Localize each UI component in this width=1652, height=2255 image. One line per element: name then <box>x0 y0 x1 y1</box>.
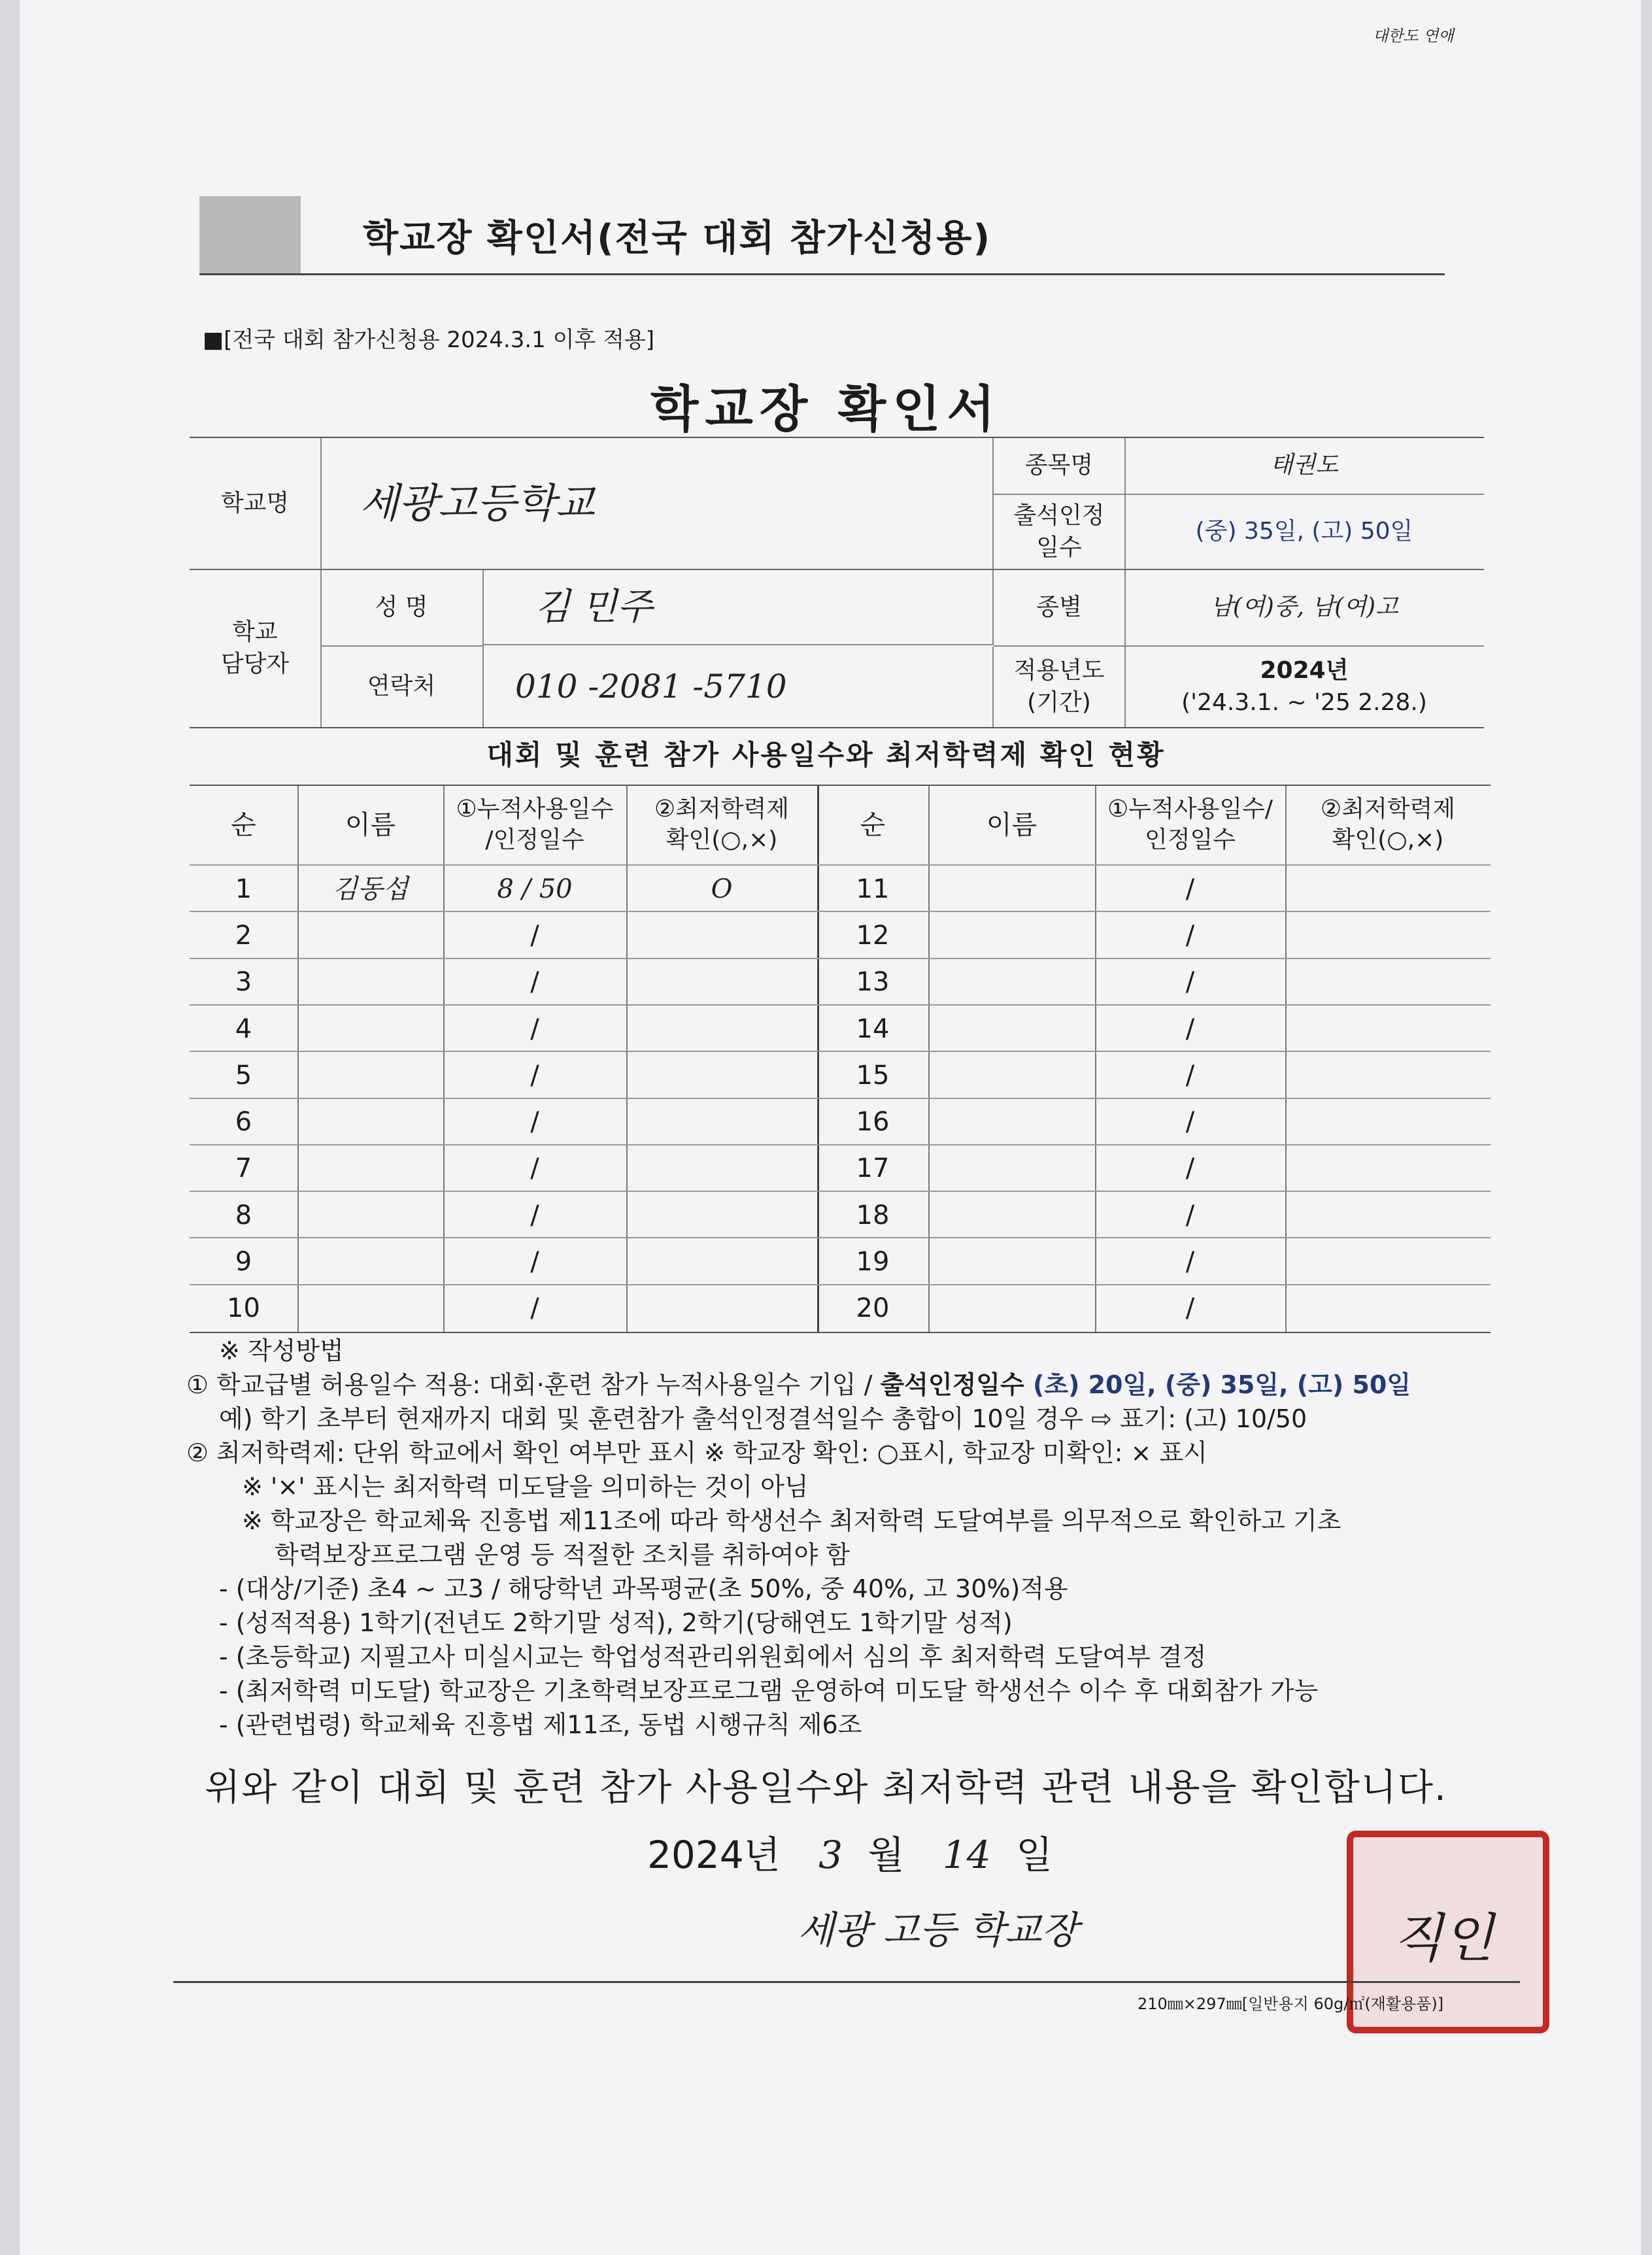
row-name <box>297 912 443 958</box>
instruction-note-2a: ※ 학교장은 학교체육 진흥법 제11조에 따라 학생선수 최저학력 도달여부를 의무적으로 확인하고 기초 <box>242 1506 1341 1535</box>
row-number: 17 <box>856 1153 890 1184</box>
row-name <box>297 1052 443 1098</box>
header-no: 순 <box>231 810 256 840</box>
instructions <box>186 1334 1526 1742</box>
contact-label: 연락처 <box>320 647 484 727</box>
row-name <box>928 1192 1095 1238</box>
row-days: / <box>1185 1200 1195 1230</box>
row-number: 18 <box>856 1200 890 1230</box>
row-days: / <box>1185 1153 1195 1184</box>
year-value: 2024년 <box>1260 656 1349 684</box>
attendance-label: 출석인정 일수 <box>994 495 1126 569</box>
section-title: 대회 및 훈련 참가 사용일수와 최저학력제 확인 현황 <box>486 739 1166 771</box>
row-number: 12 <box>856 920 890 951</box>
header-check: ②최저학력제 확인(○,×) <box>1320 796 1456 853</box>
row-check <box>626 1006 817 1052</box>
row-check <box>1285 959 1491 1006</box>
header-name: 이름 <box>986 810 1037 840</box>
footer-rule <box>173 1981 1520 1983</box>
row-check <box>626 1238 817 1285</box>
manager-label: 학교 담당자 <box>190 570 322 727</box>
header-title: 학교장 확인서(전국 대회 참가신청용) <box>363 217 992 260</box>
row-days: / <box>530 1293 539 1324</box>
row-check <box>1285 1145 1491 1192</box>
header-gray-box <box>199 196 301 275</box>
signature-date <box>647 1824 1053 1879</box>
paper-spec-footer: 210㎜×297㎜[일반용지 60g/㎡(재활용품)] <box>1138 1995 1444 2013</box>
instruction-bullet: - (최저학력 미도달) 학교장은 기초학력보장프로그램 운영하여 미도달 학생선수 이수 후 대회참가 가능 <box>219 1676 1319 1705</box>
instruction-bullet: - (관련법령) 학교체육 진흥법 제11조, 동법 시행규칙 제6조 <box>219 1710 862 1739</box>
row-check <box>626 912 817 958</box>
manager-name-value: 김 민주 <box>482 570 994 645</box>
row-number: 3 <box>235 967 252 998</box>
row-number: 13 <box>856 967 890 998</box>
header-days: ①누적사용일수/ 인정일수 <box>1107 796 1273 853</box>
header-no: 순 <box>860 810 886 840</box>
row-name <box>297 1238 443 1285</box>
date-day-unit: 일 <box>1016 1833 1053 1877</box>
school-name-value: 세광고등학교 <box>320 438 994 569</box>
row-name <box>928 1285 1095 1332</box>
row-number: 15 <box>856 1060 890 1091</box>
row-name <box>297 1006 443 1052</box>
instruction-note-1: ※ '×' 표시는 최저학력 미도달을 의미하는 것이 아님 <box>242 1472 809 1501</box>
sport-value: 태권도 <box>1124 438 1484 495</box>
instruction-example: 예) 학기 초부터 현재까지 대회 및 훈련참가 출석인정결석일수 총합이 10일 경우 ⇨ 표기: (고) 10/50 <box>219 1404 1307 1433</box>
principal-name: 세광 고등 학교장 <box>798 1908 1079 1952</box>
row-number: 7 <box>235 1153 252 1184</box>
row-days: / <box>1185 1013 1195 1044</box>
row-days: / <box>1185 1293 1195 1324</box>
row-name <box>297 959 443 1006</box>
row-name <box>928 1006 1095 1052</box>
row-number: 2 <box>235 920 252 951</box>
corner-handwritten-note: 대한도 연애 <box>1373 27 1454 45</box>
row-check <box>626 1099 817 1145</box>
header-name: 이름 <box>345 810 396 840</box>
instruction-bullet: - (초등학교) 지필고사 미실시교는 학업성적관리위원회에서 심의 후 최저학력 도달여부 결정 <box>219 1642 1207 1671</box>
row-days: / <box>1185 873 1195 904</box>
row-days: / <box>1185 920 1195 951</box>
instruction-bullet: - (성적적용) 1학기(전년도 2학기말 성적), 2학기(당해연도 1학기말 성적) <box>219 1608 1013 1637</box>
gender-label: 종별 <box>994 570 1126 647</box>
row-check <box>1285 1238 1491 1285</box>
instructions-heading: ※ 작성방법 <box>219 1336 344 1365</box>
row-name <box>297 1145 443 1192</box>
year-label: 적용년도 (기간) <box>994 647 1126 727</box>
row-name <box>928 959 1095 1006</box>
row-days: / <box>530 1247 539 1278</box>
row-check <box>1285 912 1491 958</box>
header-check: ②최저학력제 확인(○,×) <box>654 796 790 853</box>
attendance-value: (중) 35일, (고) 50일 <box>1195 518 1413 545</box>
header-days: ①누적사용일수 /인정일수 <box>456 796 614 853</box>
year-value-cell <box>1124 647 1484 727</box>
row-check <box>1285 1192 1491 1238</box>
row-check <box>1285 1052 1491 1098</box>
row-check <box>1285 866 1491 912</box>
row-name <box>928 1238 1095 1285</box>
row-days: / <box>530 1013 539 1044</box>
row-check: O <box>711 873 733 904</box>
row-days: / <box>1185 1060 1195 1091</box>
gender-value: 남(여)중, 남(여)고 <box>1124 570 1484 647</box>
year-period: ('24.3.1. ~ '25 2.28.) <box>1181 688 1427 716</box>
row-name <box>297 1099 443 1145</box>
row-check <box>1285 1006 1491 1052</box>
row-check <box>626 959 817 1006</box>
row-days: 8 / 50 <box>497 873 573 904</box>
date-month: 3 <box>818 1833 843 1877</box>
header-underline <box>199 273 1445 275</box>
row-name <box>928 866 1095 912</box>
row-number: 8 <box>235 1200 252 1230</box>
row-name: 김동섭 <box>332 873 409 904</box>
row-name <box>297 1285 443 1332</box>
row-number: 14 <box>856 1013 890 1044</box>
row-name <box>928 1145 1095 1192</box>
row-check <box>1285 1285 1491 1332</box>
row-check <box>626 1052 817 1098</box>
row-number: 9 <box>235 1247 252 1278</box>
info-table <box>190 437 1484 728</box>
sport-label: 종목명 <box>994 438 1126 495</box>
row-check <box>626 1192 817 1238</box>
roster-table <box>190 785 1491 1333</box>
row-check <box>626 1145 817 1192</box>
date-day: 14 <box>942 1833 991 1877</box>
date-month-unit: 월 <box>868 1833 905 1877</box>
school-label: 학교명 <box>190 438 322 569</box>
row-number: 1 <box>235 873 252 904</box>
row-days: / <box>530 1200 539 1230</box>
row-number: 5 <box>235 1060 252 1091</box>
instruction-note-2b: 학력보장프로그램 운영 등 적절한 조치를 취하여야 함 <box>275 1540 851 1569</box>
instruction-item-1: ① 학교급별 허용일수 적용: 대회·훈련 참가 누적사용일수 기입 / 출석인정일수 (초) 20일, (중) 35일, (고) 50일 <box>186 1370 1411 1399</box>
row-name <box>928 1099 1095 1145</box>
row-days: / <box>1185 967 1195 998</box>
contact-value: 010 -2081 -5710 <box>482 647 994 727</box>
row-days: / <box>530 1060 539 1091</box>
row-days: / <box>530 1107 539 1138</box>
row-number: 10 <box>227 1293 260 1324</box>
row-name <box>928 1052 1095 1098</box>
form-header <box>199 196 1445 275</box>
row-name <box>928 912 1095 958</box>
confirmation-statement: 위와 같이 대회 및 훈련 참가 사용일수와 최저학력 관련 내용을 확인합니다. <box>205 1767 1447 1809</box>
row-days: / <box>530 920 539 951</box>
instruction-item-2: ② 최저학력제: 단위 학교에서 확인 여부만 표시 ※ 학교장 확인: ○표시, 학교장 미확인: × 표시 <box>186 1438 1207 1467</box>
applicability-note: ■[전국 대회 참가신청용 2024.3.1 이후 적용] <box>203 327 655 353</box>
row-number: 20 <box>856 1293 890 1324</box>
row-number: 19 <box>856 1247 890 1278</box>
row-name <box>297 1192 443 1238</box>
row-days: / <box>1185 1107 1195 1138</box>
row-number: 11 <box>856 873 890 904</box>
row-days: / <box>530 967 539 998</box>
name-label: 성 명 <box>320 570 484 647</box>
row-number: 16 <box>856 1107 890 1138</box>
row-check <box>1285 1099 1491 1145</box>
instruction-bullet: - (대상/기준) 초4 ~ 고3 / 해당학년 과목평균(초 50%, 중 40%, 고 30%)적용 <box>219 1574 1068 1603</box>
row-days: / <box>1185 1247 1195 1278</box>
document-title: 학교장 확인서 <box>650 380 1002 438</box>
seal-signature: 직인 <box>1392 1908 1494 1969</box>
row-number: 6 <box>235 1107 252 1138</box>
row-days: / <box>530 1153 539 1184</box>
row-number: 4 <box>235 1013 252 1044</box>
row-check <box>626 1285 817 1332</box>
date-year: 2024년 <box>647 1833 781 1877</box>
